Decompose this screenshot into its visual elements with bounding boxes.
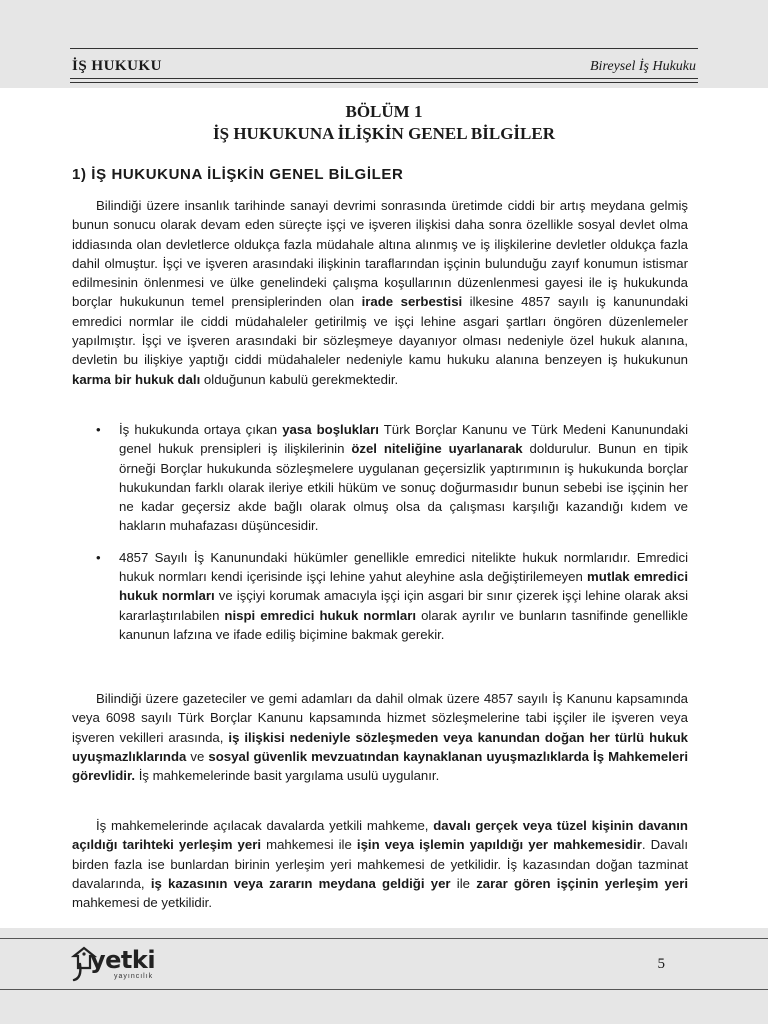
bold-term: özel niteliğine uyarlanarak (351, 441, 523, 457)
bullet-list (72, 420, 688, 644)
bold-term: işin veya işlemin yapıldığı yer mahkemesidir (356, 837, 642, 853)
book-title: İŞ HUKUKU (72, 58, 162, 74)
text-run: ile (450, 875, 477, 891)
text-run: doldurulur. Bunun en tipik örneği Borçlar hukukunda sözleşmelere uygulanan geçersizlik yaptırımının iş hukukunda borçlar hukukundan farklı olarak ileriye etkili hüküm ve sonuç doğurmasıdır bunun sebebi ise işçinin her ne kadar geçersiz akde bağlı olarak olmuş olsa da çalışması karşılığı kazandığı kıdem ve hakların muhafazası düşüncesidir. (119, 441, 689, 534)
text-run: olarak ayrılır ve bunların tasnifinde genellikle kanunun lafzına ve ifade ediliş biçimine bakmak gerekir. (119, 607, 688, 642)
text-run: Bilindiği üzere gazeteciler ve gemi adamları da dahil olmak üzere 4857 sayılı İş Kanunu kapsamında veya 6098 sayılı Türk Borçlar Kanunu kapsamında hizmet sözleşmelerine tabi işçiler ile işveren veya işveren vekilleri arasında, (72, 691, 688, 745)
page-footer (0, 928, 768, 1024)
bold-term: yasa boşlukları (282, 422, 379, 437)
paragraph-jurisdiction (72, 689, 688, 785)
text-run: olduğunun kabulü gerekmektedir. (200, 371, 399, 387)
text-run: ve (186, 748, 209, 764)
text-run: İş hukukunda ortaya çıkan (119, 422, 283, 437)
text-run: İş mahkemelerinde basit yargılama usulü uygulanır. (135, 768, 440, 784)
bold-term: nispi emredici hukuk normları (224, 607, 417, 623)
text-run: mahkemesi ile (261, 837, 357, 853)
header-rule-bottom-thin (70, 82, 698, 83)
running-header (0, 0, 768, 88)
publisher-tagline: yayıncılık (114, 973, 154, 980)
bold-term: mutlak emredici hukuk normları (119, 569, 688, 604)
bullet-icon: • (96, 422, 101, 437)
paragraph-venue (72, 816, 688, 912)
text-run: Bilindiği üzere insanlık tarihinde sanayi devrimi sonrasında üretimde ciddi bir artış meydana gelmiş bunun sonucu olarak devam eden süreçte işçi ve işveren ilişkisi daha sonra özellikle sosyal devlet olma iddiasında olan devletlerce oldukça fazla müdahale altına alınmış ve iş ilişkilerine devletler oldukça fazla dahil olmuştur. İşçi ve işveren arasındaki ilişkinin taraflarından işçinin bulunduğu zayıf konumun istismar edilmesinin önlenmesi ve ülke genelindeki çalışma koşullarının düzenlenmesi gayesi ile iş hukukunda borçlar hukukunun temel prensiplerinden olan (72, 198, 688, 310)
section-heading: 1) İŞ HUKUKUNA İLİŞKİN GENEL BİLGİLER (72, 166, 404, 183)
list-item (72, 548, 688, 644)
bold-term: karma bir hukuk dalı (72, 371, 201, 387)
chapter-title: İŞ HUKUKUNA İLİŞKİN GENEL BİLGİLER (213, 124, 555, 143)
chapter-number: BÖLÜM 1 (345, 102, 423, 121)
header-rule-top (70, 48, 698, 49)
bold-term: zarar gören işçinin yerleşim yeri (476, 875, 689, 891)
bold-term: iş kazasının veya zararın meydana geldiği yer (150, 875, 451, 891)
publisher-name: yetki (90, 946, 156, 974)
bold-term: irade serbestisi (361, 294, 463, 310)
text-run: Türk Borçlar Kanunu ve Türk Medeni Kanunundaki genel hukuk prensipleri iş ilişkilerinin (119, 422, 689, 457)
list-item (72, 420, 688, 536)
text-run: mahkemesi de yetkilidir. (72, 895, 212, 911)
bold-term: iş ilişkisi nedeniyle sözleşmeden veya kanundan doğan her türlü hukuk uyuşmazlıklarında (72, 729, 688, 764)
header-rule-bottom (70, 78, 698, 79)
footer-rule (0, 938, 768, 939)
section-running-title: Bireysel İş Hukuku (590, 59, 696, 74)
text-run: ve işçiyi korumak amacıyla işçi için asgari bir sınır çizerek işçi lehine olarak aksi kararlaştırılabilen (119, 588, 689, 623)
bullet-icon: • (96, 549, 101, 565)
paragraph-intro (72, 196, 688, 389)
footer-rule-bottom (0, 989, 768, 990)
text-run: . Davalı birden fazla ise bunlardan birinin yerleşim yeri mahkemesi de yetkilidir. İş kazasından doğan tazminat davalarında, (72, 837, 688, 891)
bold-term: sosyal güvenlik mevzuatından kaynaklanan uyuşmazlıklarda İş Mahkemeleri görevlidir. (72, 748, 688, 784)
bold-term: davalı gerçek veya tüzel kişinin davanın açıldığı tarihteki yerleşim yeri (72, 818, 688, 853)
text-run: ilkesine 4857 sayılı iş kanunundaki emredici normlar ile ciddi müdahaleler getirilmiş ve işçi lehine asgari şartları öngören düzenlemeler yapılmıştır. İşçi ve işveren arasındaki bir sözleşmeye dayanıyor olması nedeniyle özel hukuk alanına, devletin bu ilişkiye yaptığı ciddi müdahaleler nedeniyle kamu hukuku alanına benzeyen iş hukukunun (72, 294, 689, 368)
page-number: 5 (657, 956, 665, 972)
text-run: İş mahkemelerinde açılacak davalarda yetkili mahkeme, (96, 818, 434, 833)
text-run: 4857 Sayılı İş Kanunundaki hükümler genellikle emredici nitelikte hukuk normlarıdır. Emredici hukuk normları kendi içerisinde işçi lehine yahut aleyhine asla değiştirilemeyen (119, 549, 688, 585)
